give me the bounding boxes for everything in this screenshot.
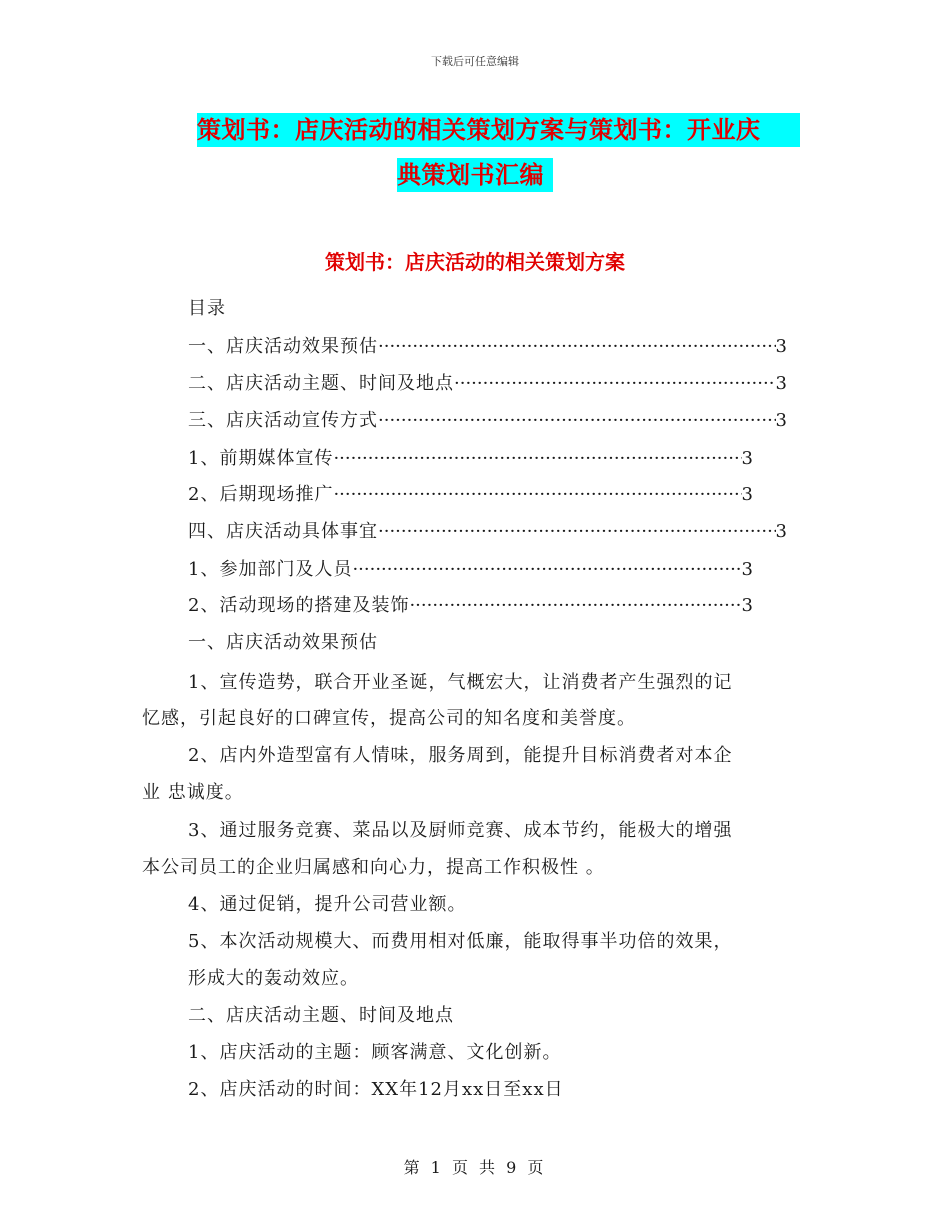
toc-leader-dots: [378, 334, 776, 360]
paragraph-line: 业 忠诚度。: [142, 782, 244, 803]
section-title: 策划书：店庆活动的相关策划方案: [325, 250, 625, 274]
toc-heading: 目录: [188, 298, 226, 319]
paragraph-line: 4、通过促销，提升公司营业额。: [188, 894, 467, 915]
paragraph-line: 忆感，引起良好的口碑宣传，提高公司的知名度和美誉度。: [142, 708, 636, 729]
toc-entry-label: 2、后期现场推广: [188, 484, 334, 505]
toc-entry-page: 3: [775, 410, 788, 431]
paragraph-line: 2、店庆活动的时间：XX年12月xx日至xx日: [188, 1079, 564, 1100]
document-title-line-2: 典策划书汇编: [397, 158, 553, 192]
toc-entry-page: 3: [775, 336, 788, 357]
toc-entry-page: 3: [741, 595, 754, 616]
toc-entry[interactable]: [188, 482, 754, 508]
toc-entry-label: 1、前期媒体宣传: [188, 448, 334, 469]
toc-entry[interactable]: [188, 593, 754, 619]
toc-entry-label: 1、参加部门及人员: [188, 559, 353, 580]
document-title-line-1: 策划书：店庆活动的相关策划方案与策划书：开业庆: [197, 113, 800, 147]
section-heading: 一、店庆活动效果预估: [188, 632, 378, 653]
toc-entry-label: 2、活动现场的搭建及装饰: [188, 595, 410, 616]
toc-entry-page: 3: [741, 559, 754, 580]
toc-entry-label: 一、店庆活动效果预估: [188, 336, 378, 357]
toc-entry-page: 3: [775, 373, 788, 394]
paragraph-line: 本公司员工的企业归属感和向心力，提高工作积极性 。: [142, 857, 605, 878]
toc-entry[interactable]: [188, 519, 788, 545]
toc-leader-dots: [378, 519, 776, 545]
toc-entry-label: 四、店庆活动具体事宜: [188, 521, 378, 542]
paragraph-line: 1、宣传造势，联合开业圣诞，气概宏大，让消费者产生强烈的记: [188, 672, 733, 693]
toc-entry-label: 二、店庆活动主题、时间及地点: [188, 373, 454, 394]
toc-entry-page: 3: [741, 448, 754, 469]
toc-entry[interactable]: [188, 408, 788, 434]
page-number-footer: 第 1 页 共 9 页: [403, 1158, 547, 1177]
toc-entry[interactable]: [188, 371, 788, 397]
paragraph-line: 形成大的轰动效应。: [188, 968, 359, 989]
paragraph-line: 5、本次活动规模大、而费用相对低廉，能取得事半功倍的效果，: [188, 931, 733, 952]
section-heading: 二、店庆活动主题、时间及地点: [188, 1005, 454, 1026]
toc-leader-dots: [378, 408, 776, 434]
toc-entry-label: 三、店庆活动宣传方式: [188, 410, 378, 431]
toc-leader-dots: [409, 593, 741, 619]
toc-leader-dots: [352, 557, 741, 583]
header-note: 下载后可任意编辑: [431, 55, 519, 68]
toc-entry-page: 3: [775, 521, 788, 542]
paragraph-line: 1、店庆活动的主题：顾客满意、文化创新。: [188, 1042, 562, 1063]
paragraph-line: 2、店内外造型富有人情味，服务周到，能提升目标消费者对本企: [188, 745, 733, 766]
toc-leader-dots: [333, 482, 741, 508]
toc-leader-dots: [454, 371, 776, 397]
paragraph-line: 3、通过服务竞赛、菜品以及厨师竞赛、成本节约，能极大的增强: [188, 820, 733, 841]
toc-entry-page: 3: [741, 484, 754, 505]
toc-entry[interactable]: [188, 446, 754, 472]
toc-leader-dots: [333, 446, 741, 472]
toc-entry[interactable]: [188, 557, 754, 583]
toc-entry[interactable]: [188, 334, 788, 360]
